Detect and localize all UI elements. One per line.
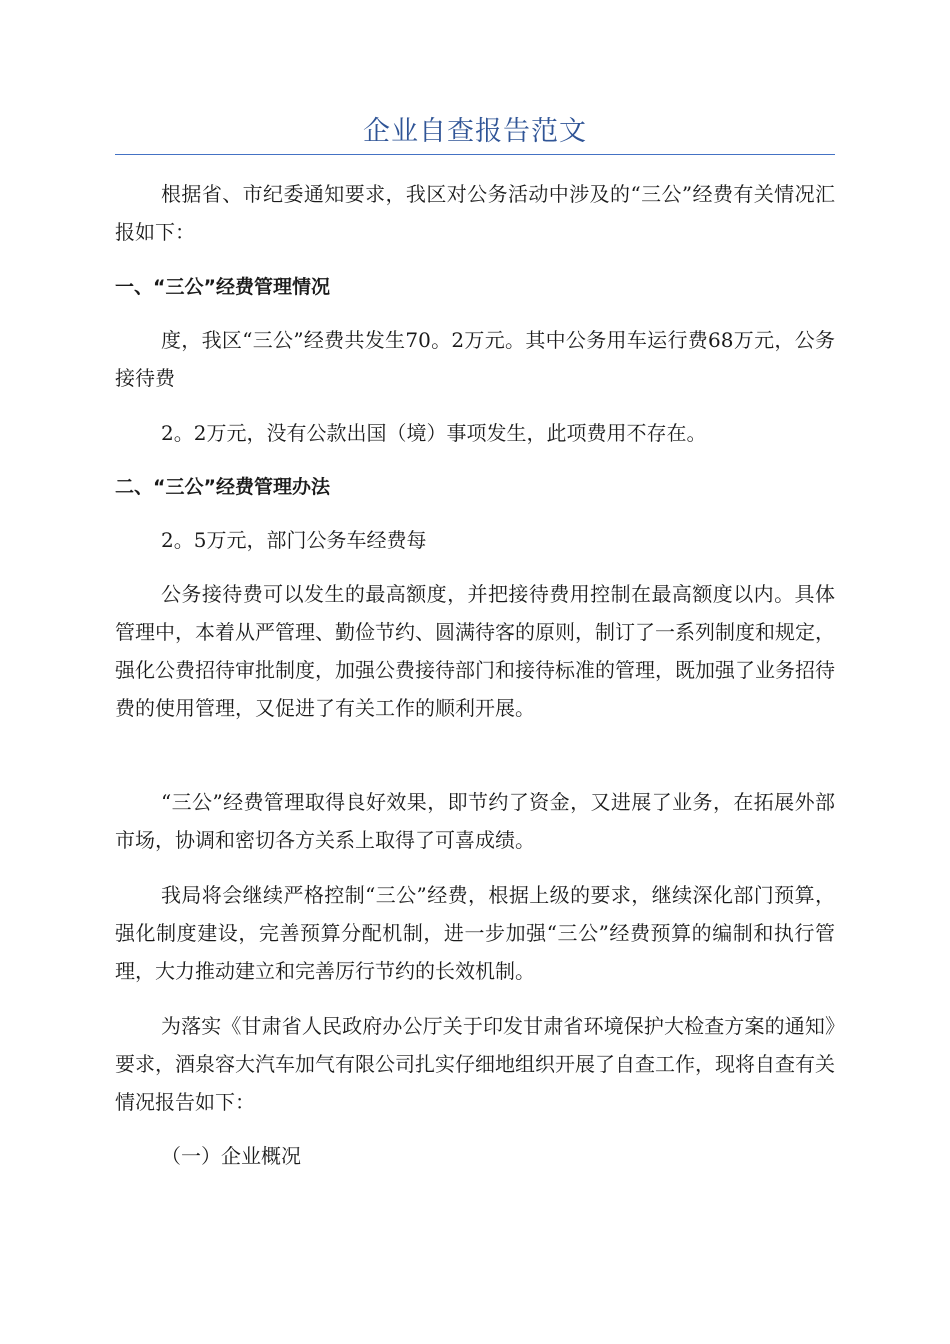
body-paragraph: 为落实《甘肃省人民政府办公厅关于印发甘肃省环境保护大检查方案的通知》要求，酒泉容大汽车加气有限公司扎实仔细地组织开展了自查工作，现将自查有关情况报告如下： [115,1014,835,1114]
body-paragraph: 2。2万元，没有公款出国（境）事项发生，此项费用不存在。 [161,421,707,445]
document-title: 企业自查报告范文 [363,116,587,147]
body-paragraph: 2。5万元，部门公务车经费每 [161,528,427,552]
body-paragraph: 度，我区“三公”经费共发生70。2万元。其中公务用车运行费68万元，公务接待费 [115,328,835,390]
section-heading-2: 二、“三公”经费管理办法 [115,476,330,498]
body-paragraph: “三公”经费管理取得良好效果，即节约了资金，又进展了业务，在拓展外部市场，协调和密切各方关系上取得了可喜成绩。 [115,790,835,852]
body-paragraph: 我局将会继续严格控制“三公”经费，根据上级的要求，继续深化部门预算，强化制度建设，完善预算分配机制，进一步加强“三公”经费预算的编制和执行管理，大力推动建立和完善厉行节约的长效机制。 [115,883,835,983]
intro-paragraph: 根据省、市纪委通知要求，我区对公务活动中涉及的“三公”经费有关情况汇报如下： [115,182,835,244]
body-paragraph: 公务接待费可以发生的最高额度，并把接待费用控制在最高额度以内。具体管理中，本着从严管理、勤俭节约、圆满待客的原则，制订了一系列制度和规定，强化公费招待审批制度，加强公费接待部门和接待标准的管理，既加强了业务招待费的使用管理，又促进了有关工作的顺利开展。 [115,582,835,720]
title-underline [115,154,835,155]
section-heading-1: 一、“三公”经费管理情况 [115,276,330,298]
subsection-heading: （一）企业概况 [161,1144,301,1168]
